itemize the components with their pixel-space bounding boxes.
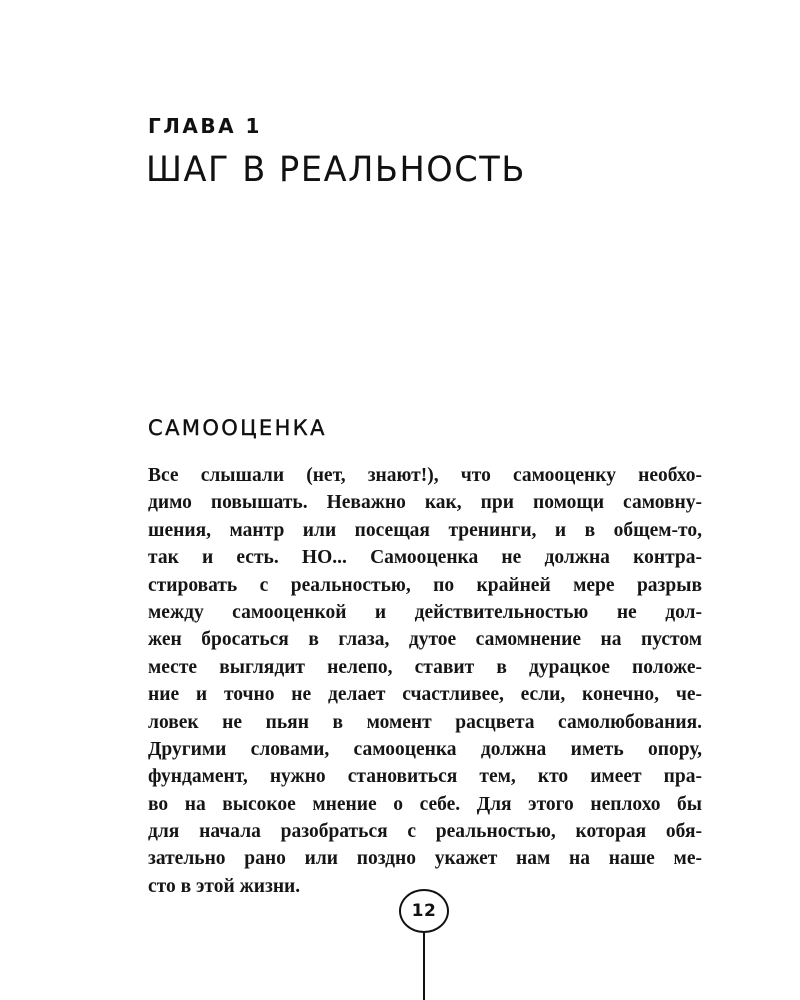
body-line: жен бросаться в глаза, дутое самомнение на пустом — [148, 629, 702, 651]
body-line: для начала разобраться с реальностью, которая обя- — [148, 821, 702, 843]
body-line: фундамент, нужно становиться тем, кто имеет пра- — [148, 766, 702, 788]
body-line: стировать с реальностью, по крайней мере разрыв — [148, 574, 702, 596]
body-line: зательно рано или поздно укажет нам на наше ме- — [148, 848, 702, 870]
chapter-title: ШАГ В РЕАЛЬНОСТЬ — [146, 150, 526, 190]
body-line: Другими словами, самооценка должна иметь опору, — [148, 738, 702, 760]
body-line: Все слышали (нет, знают!), что самооценку необхо- — [148, 465, 702, 486]
section-heading: САМООЦЕНКА — [148, 416, 327, 440]
page-number-line — [423, 933, 425, 1000]
page-number-circle — [399, 889, 449, 933]
body-line: сто в этой жизни. — [148, 875, 301, 897]
chapter-label: ГЛАВА 1 — [148, 114, 262, 138]
body-line: между самооценкой и действительностью не дол- — [148, 601, 702, 623]
body-line: так и есть. НО... Самооценка не должна контра- — [148, 547, 702, 569]
body-paragraph — [148, 462, 702, 900]
body-line: месте выглядит нелепо, ставит в дурацкое положе- — [148, 656, 702, 678]
body-line: шения, мантр или посещая тренинги, и в общем-то, — [148, 519, 702, 541]
body-line: димо повышать. Неважно как, при помощи самовну- — [148, 492, 702, 514]
page-number: 12 — [411, 901, 437, 921]
body-line: во на высокое мнение о себе. Для этого неплохо бы — [148, 793, 702, 815]
body-line: ловек не пьян в момент расцвета самолюбования. — [148, 711, 702, 733]
body-line: ние и точно не делает счастливее, если, конечно, че- — [148, 684, 702, 706]
